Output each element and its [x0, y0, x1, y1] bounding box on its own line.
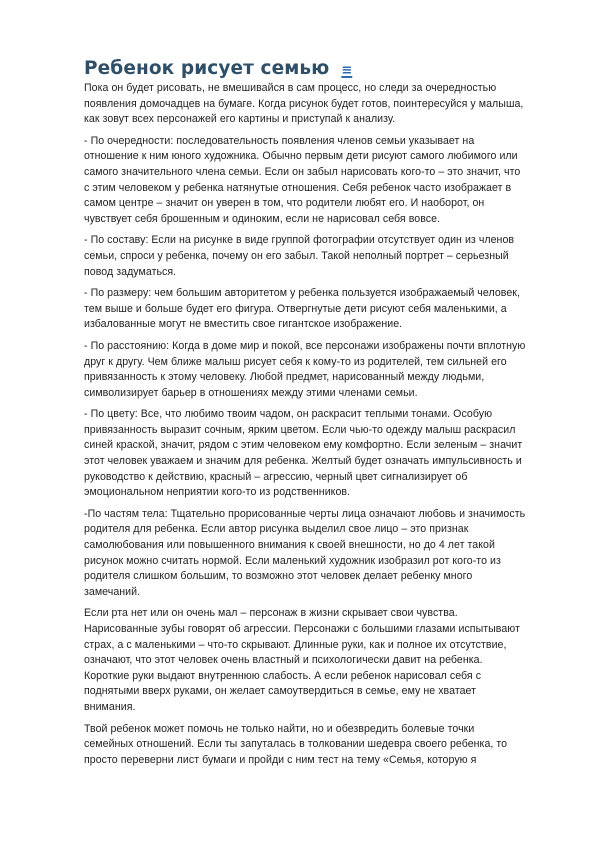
paragraph-body-parts: -По частям тела: Тщательно прорисованные черты лица означают любовь и значимость родителя для ребенка. Если автор рисунка выделил свое лицо – это признак самолюбования или повышенного внимания к своей внешности, но до 4 лет такой рисунок можно считать нормой. Если маленький художник изобразил рот кого-то из родителя слишком большим, то возможно этот человек делает ребенку много замечаний. [84, 507, 526, 598]
paragraph-color: - По цвету: Все, что любимо твоим чадом, он раскрасит теплыми тонами. Особую привязанность выразит сочным, ярким цветом. Если чью-то одежду малыш раскрасил синей краской, значит, рядом с этим человеком ему комфортно. Если зеленым – значит этот человек уважаем и значим для ребенка. Желтый будет означать импульсивность и руководство к действию, красный – агрессию, черный цвет сигнализирует об эмоциональном неприятии кого-то из родственников. [84, 408, 523, 499]
paragraph-conclusion: Твой ребенок может помочь не только найти, но и обезвредить болевые точки семейных отношений. Если ты запуталась в толковании шедевра своего ребенка, то просто переверни лист бумаги и пройди с ним тест на тему «Семья, которую я [84, 722, 508, 766]
page-title: Ребенок рисует семью [84, 58, 330, 79]
menu-icon[interactable]: ≡ [341, 63, 353, 78]
title-row [84, 58, 526, 80]
paragraph-size: - По размеру: чем большим авторитетом у ребенка пользуется изображаемый человек, тем выше и больше будет его фигура. Отвергнутые дети рисуют себя маленькими, а избалованные могут не вместить свое гигантское изображение. [84, 287, 520, 331]
paragraph-composition: - По составу: Если на рисунке в виде группой фотографии отсутствует один из членов семьи, спроси у ребенка, почему он его забыл. Такой неполный портрет – серьезный повод задуматься. [84, 234, 515, 278]
paragraph-order: - По очередности: последовательность появления членов семьи указывает на отношение к ним юного художника. Обычно первым дети рисуют самого любимого или самого значительного члена семьи. Если он забыл нарисовать кого-то – это значит, что с этим человеком у ребенка натянутые отношения. Себя ребенок часто изображает в самом центре – значит он уверен в том, что родители любят его. И наоборот, он чувствует себя брошенным и одиноким, если не нарисовал себя вовсе. [84, 134, 521, 225]
paragraph-intro: Пока он будет рисовать, не вмешивайся в сам процесс, но следи за очередностью появления домочадцев на бумаге. Когда рисунок будет готов, поинтересуйся у малыша, как зовут всех персонажей его картины и приступай к анализу. [84, 82, 524, 126]
paragraph-distance: - По расстоянию: Когда в доме мир и покой, все персонажи изображены почти вплотную друг к другу. Чем ближе малыш рисует себя к кому-то из родителей, тем сильней его привязанность к этому человеку. Любой предмет, нарисованный между людьми, символизирует барьер в отношениях между этими членами семьи. [84, 339, 526, 399]
paragraph-mouth-hands: Если рта нет или он очень мал – персонаж в жизни скрывает свои чувства. Нарисованные зубы говорят об агрессии. Персонажи с большими глазами испытывают страх, а с маленькими – что-то скрывают. Длинные руки, как и полное их отсутствие, означают, что этот человек очень властный и психологически давит на ребенка. Короткие руки выдают внутреннюю слабость. А если ребенок нарисовал себя с поднятыми вверх руками, он желает самоутвердиться в семье, ему не хватает внимания. [84, 607, 520, 713]
document-page [84, 58, 526, 774]
